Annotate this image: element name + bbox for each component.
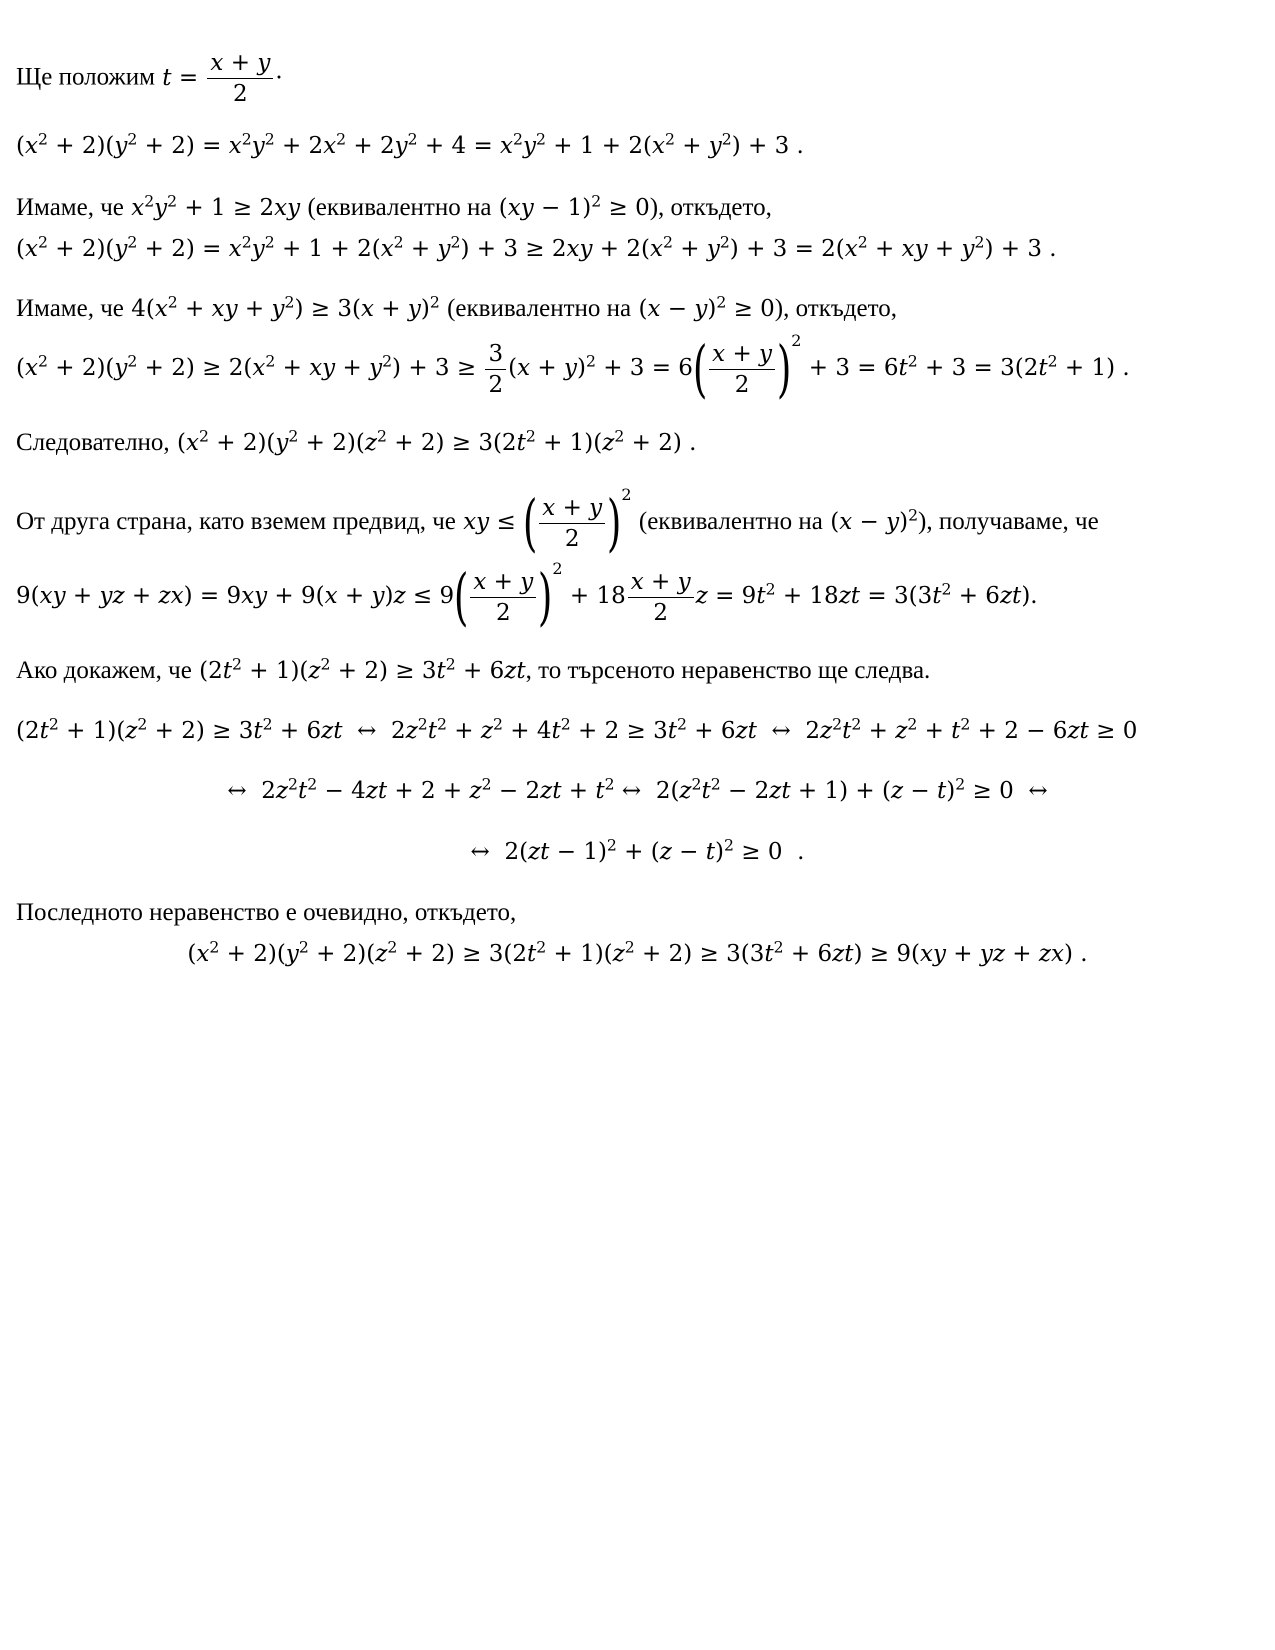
- fraction: $\frac{x + y}{2}$: [207, 48, 273, 109]
- formula-inline: $(x^2 + 2)(y^2 + 2)(z^2 + 2) \ge 3(2t^2 + 1)(z^2 + 2)$ .: [177, 426, 697, 456]
- formula-inline: $x^2y^2 + 1 \ge 2xy$: [131, 191, 301, 221]
- formula-inline: $(x - y)^2$: [830, 505, 919, 535]
- text-ekvivalentno: (еквивалентно на: [307, 194, 492, 221]
- text-poslednoto: Последното неравенство е очевидно, откъдето,: [16, 899, 517, 926]
- formula-line-6: $(x^2 + 2)(y^2 + 2) \ge 2(x^2$ + xy + $y^2) + 3$ ≥ $\frac{3}{2}$ $(x + y)^2 + 3 = 6$( $\frac{x + y}{2}$ )$2 + 3 = 6t^2 + 3 = 3(2t^2 + 1)$ .: [16, 331, 1130, 405]
- text-to-tarsenoto: , то търсеното неравенство ще следва.: [525, 657, 931, 684]
- text-line-imame-1: [16, 193, 772, 223]
- text-intro: Ще положим: [16, 63, 155, 91]
- text-imame-che: Имаме, че: [16, 194, 124, 221]
- text-ot-druga-strana: От друга страна, като вземем предвид, че: [16, 508, 456, 535]
- formula-inline: (xy − 1)$^2$ ≥ 0: [498, 191, 650, 221]
- text-line-sledovatelno: [16, 428, 696, 458]
- text-line-posledno: [16, 898, 516, 928]
- text-imame-che: Имаме, че: [16, 295, 124, 322]
- formula-line-4: $(x^2 + 2)(y^2 + 2) = x^2y^2 + 1 + 2(x^2 + y^2) + 3 \ge 2xy + 2(x^2 + y^2) + 3 = 2(x^2$ + xy + $y^2) + 3$ .: [16, 232, 1057, 262]
- text-ako-dokajem: Ако докажем, че: [16, 657, 192, 684]
- text-ekvivalentno: (еквивалентно на: [638, 508, 823, 535]
- formula-inline: xy ≤ ( $\frac{x + y}{2}$ )2: [463, 485, 632, 559]
- definition-line: [16, 48, 283, 109]
- text-poluchavame: ), получаваме, че: [918, 508, 1099, 535]
- formula-expansion: $(x^2 + 2)(y^2 + 2) = x^2y^2 + 2x^2 + 2y^2 + 4 = x^2y^2 + 1 + 2(x^2 + y^2) + 3$ .: [16, 129, 804, 159]
- text-sledovatelno: Следователно,: [16, 429, 170, 456]
- formula-inline: $(x - y)^2 \ge 0$: [638, 292, 775, 322]
- formula-line-11: $(2t^2 + 1)(z^2 + 2) \ge 3t^2 + 6zt$ ↔ $2z^2t^2 + z^2 + 4t^2 + 2 \ge 3t^2 + 6zt$ ↔ $2z^2t^2 + z^2 + t^2 + 2 - 6zt \ge 0$: [16, 714, 1138, 744]
- text-line-ako: [16, 656, 930, 686]
- text-otkadeto: ), откъдето,: [774, 295, 897, 322]
- formula-final: $(x^2 + 2)(y^2 + 2)(z^2 + 2) \ge 3(2t^2 + 1)(z^2 + 2) \ge 3(3t^2 + 6zt) \ge 9(xy$ + yz + zx) .: [187, 937, 1088, 967]
- formula-line-9: 9(xy + yz + zx) = 9xy + 9(x + y)z ≤ 9( $\frac{x + y}{2}$ )2 + 18 $\frac{x + y}{2}$ $z = 9t^2 + 18zt = 3(3t^2 + 6zt)$.: [16, 559, 1038, 633]
- formula-inline: $(2t^2 + 1)(z^2 + 2) \ge 3t^2 + 6zt$: [199, 654, 526, 684]
- formula-line-13: ↔ $2(zt - 1)^2 + (z - t)^2 \ge 0$ .: [470, 835, 805, 865]
- text-ekvivalentno: (еквивалентно на: [447, 295, 632, 322]
- text-otkadeto: ), откъдето,: [649, 194, 772, 221]
- formula-t-definition: t = $\frac{x + y}{2}$ ·: [162, 50, 283, 107]
- formula-inline: $4(x^2$ + xy + $y^2) \ge 3(x + y)^2$: [131, 292, 440, 322]
- text-line-ot-druga: [16, 485, 1099, 559]
- formula-line-12: ↔ $2z^2t^2 - 4zt + 2 + z^2 - 2zt + t^2$ ↔ $2(z^2t^2 - 2zt + 1) + (z - t)^2 \ge 0$ ↔: [227, 774, 1048, 804]
- text-line-imame-2: [16, 294, 897, 324]
